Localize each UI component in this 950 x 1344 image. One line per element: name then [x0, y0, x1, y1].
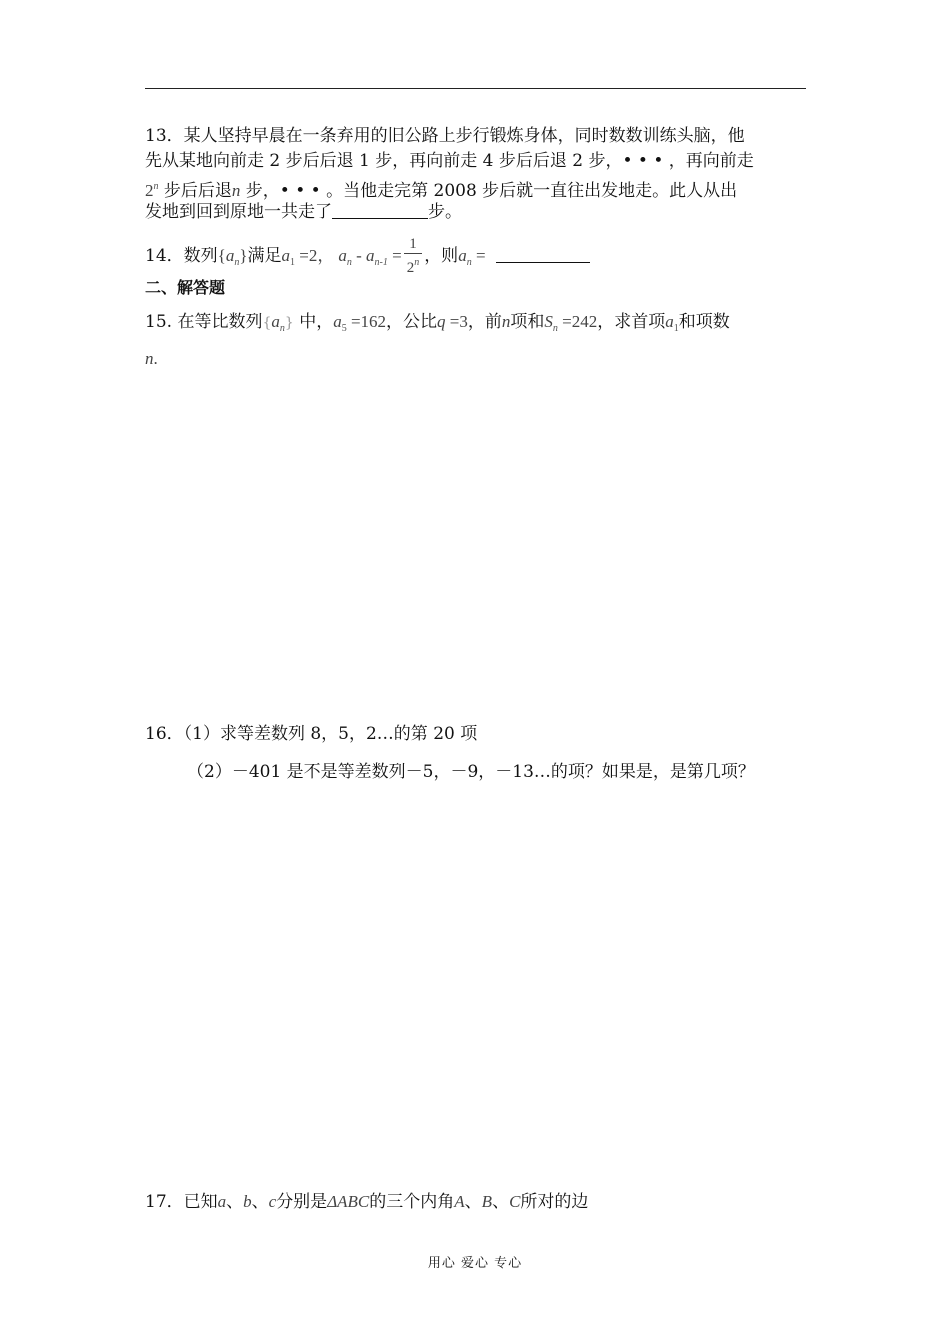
q15-a5-val: =162	[346, 312, 387, 331]
q17-angle-a: A	[454, 1192, 465, 1211]
q14-an-sub: n	[346, 257, 352, 268]
q14-frac-den	[404, 254, 423, 277]
q14-anm1-sub: n-1	[374, 257, 388, 268]
q17-angle-c: C	[509, 1192, 521, 1211]
q17-prefix: 17．已知	[145, 1192, 218, 1212]
q15-seq-var: a	[271, 312, 280, 331]
q17-mid2: 的三个内角	[369, 1192, 455, 1212]
q14-a1-val: =2，	[294, 246, 335, 265]
q14-line	[145, 236, 590, 280]
q14-seq-var: a	[225, 246, 235, 265]
q13-line-2: 先从某地向前走 2 步后后退 1 步，再向前走 4 步后后退 2 步，• • • ，再向前走	[145, 151, 754, 171]
q16-line-2: （2）－401 是不是等差数列－5，－9，－13…的项？如果是，是第几项？	[187, 762, 755, 782]
q17-sep1: 、	[226, 1192, 244, 1212]
q14-ans-eq: =	[471, 246, 486, 265]
q14-minus: -	[351, 246, 366, 265]
q15-seq-sub: n	[279, 323, 285, 334]
q17-sep3: 、	[464, 1192, 482, 1212]
q15-mid1: 中，	[293, 312, 334, 332]
q15-a1-sub: 1	[673, 323, 679, 334]
page-footer: 用心 爱心 专心	[427, 1256, 523, 1271]
q14-fraction	[404, 236, 423, 277]
q17-a: a	[217, 1192, 227, 1211]
q14-answer-blank[interactable]	[496, 244, 590, 263]
q13-text-d: 步。	[428, 202, 462, 222]
q15-mid4: 项和	[510, 312, 545, 332]
q15-mid6: 和项数	[678, 312, 730, 332]
q17-line	[145, 1190, 588, 1214]
q13-exp: n	[153, 181, 159, 192]
q14-seq-sub: n	[234, 257, 240, 268]
q15-brace-right: }	[284, 315, 294, 331]
q15-mid5: ，求首项	[597, 312, 666, 332]
q15-mid2: ，公比	[386, 312, 438, 332]
q15-mid3: ，前	[467, 312, 502, 332]
q15-a5-sub: 5	[341, 323, 347, 334]
q15-s-val: =242	[557, 312, 598, 331]
q14-brace-open: {	[217, 246, 226, 265]
q13-n: n	[231, 181, 241, 200]
q14-ans-sub: n	[466, 257, 472, 268]
q14-anm1-var: a	[366, 246, 375, 265]
q13-text-b: 步，• • • 。当他走完第 2008 步后就一直往出发地走。此人从出	[240, 181, 738, 201]
q14-cond: 满足	[247, 246, 282, 266]
q14-frac-den-base: 2	[406, 260, 415, 276]
q15-line-2	[145, 347, 158, 371]
q15-period: .	[153, 349, 158, 368]
header-rule	[145, 88, 806, 89]
section-title: 二、解答题	[145, 278, 226, 297]
q17-angle-b: B	[481, 1192, 493, 1211]
q17-triangle: ΔABC	[327, 1192, 370, 1211]
q17-c: c	[268, 1192, 277, 1211]
q13-base: 2	[145, 181, 154, 200]
q15-a1-var: a	[665, 312, 674, 331]
q17-sep2: 、	[251, 1192, 269, 1212]
q14-prefix: 14．数列	[145, 246, 218, 266]
q13-text-c: 发地到回到原地一共走了	[145, 202, 332, 222]
q13-line-1: 13．某人坚持早晨在一条弃用的旧公路上步行锻炼身体，同时数数训练头脑，他	[145, 126, 745, 146]
q15-line-1	[145, 307, 730, 344]
q15-q-val: =3	[445, 312, 468, 331]
q14-brace-close: }	[239, 246, 248, 265]
q17-b: b	[243, 1192, 252, 1211]
q15-prefix: 15. 在等比数列	[145, 312, 263, 332]
q14-a1-sub: 1	[289, 257, 295, 268]
q17-sep4: 、	[492, 1192, 510, 1212]
q14-a1-var: a	[281, 246, 290, 265]
q14-frac-den-exp: n	[414, 257, 420, 268]
q17-end: 所对的边	[520, 1192, 589, 1212]
q13-line-4	[145, 200, 462, 224]
q14-then: ，则	[424, 246, 459, 266]
q15-n-var: n	[501, 312, 511, 331]
q14-frac-num: 1	[404, 236, 423, 254]
q15-s-var: S	[544, 312, 553, 331]
q14-ans-var: a	[458, 246, 467, 265]
q15-q-var: q	[437, 312, 446, 331]
q13-text-a: 步后后退	[158, 181, 232, 201]
q13-answer-blank[interactable]	[332, 200, 428, 219]
q14-an-var: a	[338, 246, 347, 265]
q16-line-1: 16．（1）求等差数列 8，5，2…的第 20 项	[145, 724, 478, 744]
q14-eq: =	[387, 246, 402, 265]
q15-brace-left: {	[262, 315, 272, 331]
q13-line-3	[145, 175, 737, 203]
q15-n-var-2: n	[145, 349, 154, 368]
q15-s-sub: n	[552, 323, 558, 334]
q17-mid: 分别是	[276, 1192, 328, 1212]
q15-a5-var: a	[333, 312, 342, 331]
